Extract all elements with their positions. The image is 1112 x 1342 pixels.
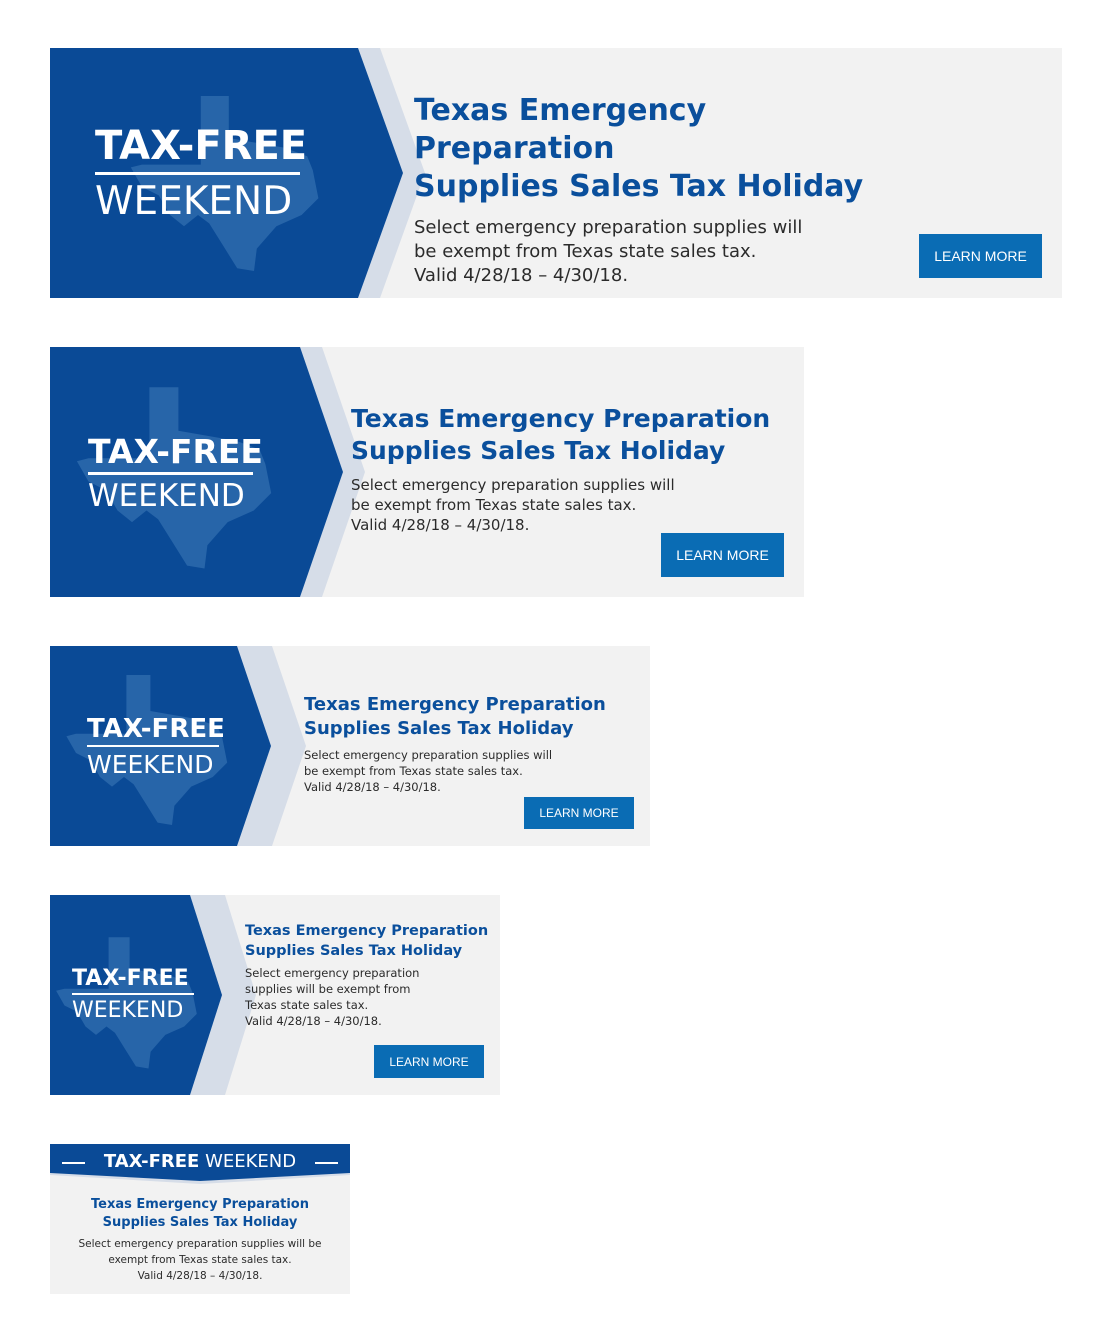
badge-tax-free-text: TAX-FREE xyxy=(87,714,225,744)
badge-divider xyxy=(95,172,300,175)
banner-description: Select emergency preparation supplies will be exempt from Texas state sales tax. Valid 4/28/18 – 4/30/18. xyxy=(414,217,803,286)
learn-more-button[interactable]: LEARN MORE xyxy=(919,234,1042,278)
tax-free-weekend-badge xyxy=(95,123,308,224)
banner-copy xyxy=(414,92,914,288)
badge-weekend-text: WEEKEND xyxy=(72,998,184,1023)
badge-divider xyxy=(87,745,219,747)
header-tax-free-text: TAX-FREE xyxy=(103,1151,200,1172)
badge-weekend-text: WEEKEND xyxy=(95,179,293,224)
banner-copy xyxy=(50,1196,350,1284)
learn-more-button[interactable]: LEARN MORE xyxy=(524,797,634,829)
tax-free-weekend-badge xyxy=(88,432,263,514)
promo-banner-mobile xyxy=(50,1144,350,1294)
learn-more-button[interactable]: LEARN MORE xyxy=(374,1045,484,1078)
header-weekend-text: WEEKEND xyxy=(205,1151,297,1172)
banner-description: Select emergency preparation supplies will be exempt from Texas state sales tax. Valid 4/28/18 – 4/30/18. xyxy=(78,1238,322,1282)
badge-tax-free-text: TAX-FREE xyxy=(95,123,308,169)
badge-divider xyxy=(72,993,194,995)
banner-description: Select emergency preparation supplies will be exempt from Texas state sales tax. Valid 4/28/18 – 4/30/18. xyxy=(351,476,675,534)
badge-tax-free-text: TAX-FREE xyxy=(72,966,189,991)
banner-title: Texas Emergency Preparation Supplies Sales Tax Holiday xyxy=(414,93,864,204)
badge-weekend-text: WEEKEND xyxy=(87,750,214,779)
banner-title: Texas Emergency Preparation Supplies Sales Tax Holiday xyxy=(304,694,606,739)
badge-tax-free-text: TAX-FREE xyxy=(88,432,263,471)
banner-copy xyxy=(304,693,624,795)
badge-weekend-text: WEEKEND xyxy=(88,478,245,514)
banner-description: Select emergency preparation supplies will be exempt from Texas state sales tax. Valid 4/28/18 – 4/30/18. xyxy=(245,966,420,1028)
banner-title: Texas Emergency Preparation Supplies Sales Tax Holiday xyxy=(351,404,771,465)
badge-divider xyxy=(88,472,253,475)
learn-more-button[interactable]: LEARN MORE xyxy=(661,533,784,577)
banner-title: Texas Emergency Preparation Supplies Sales Tax Holiday xyxy=(245,923,489,959)
promo-banner-medium xyxy=(50,347,804,597)
promo-banner-small xyxy=(50,646,650,846)
banner-copy xyxy=(351,403,771,535)
banner-copy xyxy=(245,921,490,1029)
promo-banner-large xyxy=(50,48,1062,298)
mobile-header-text xyxy=(50,1150,350,1174)
tax-free-weekend-badge xyxy=(87,716,227,777)
banner-description: Select emergency preparation supplies will be exempt from Texas state sales tax. Valid 4/28/18 – 4/30/18. xyxy=(304,748,553,794)
promo-banner-compact xyxy=(50,895,500,1095)
tax-free-weekend-badge xyxy=(72,968,197,1022)
banner-title: Texas Emergency Preparation Supplies Sales Tax Holiday xyxy=(91,1197,309,1230)
